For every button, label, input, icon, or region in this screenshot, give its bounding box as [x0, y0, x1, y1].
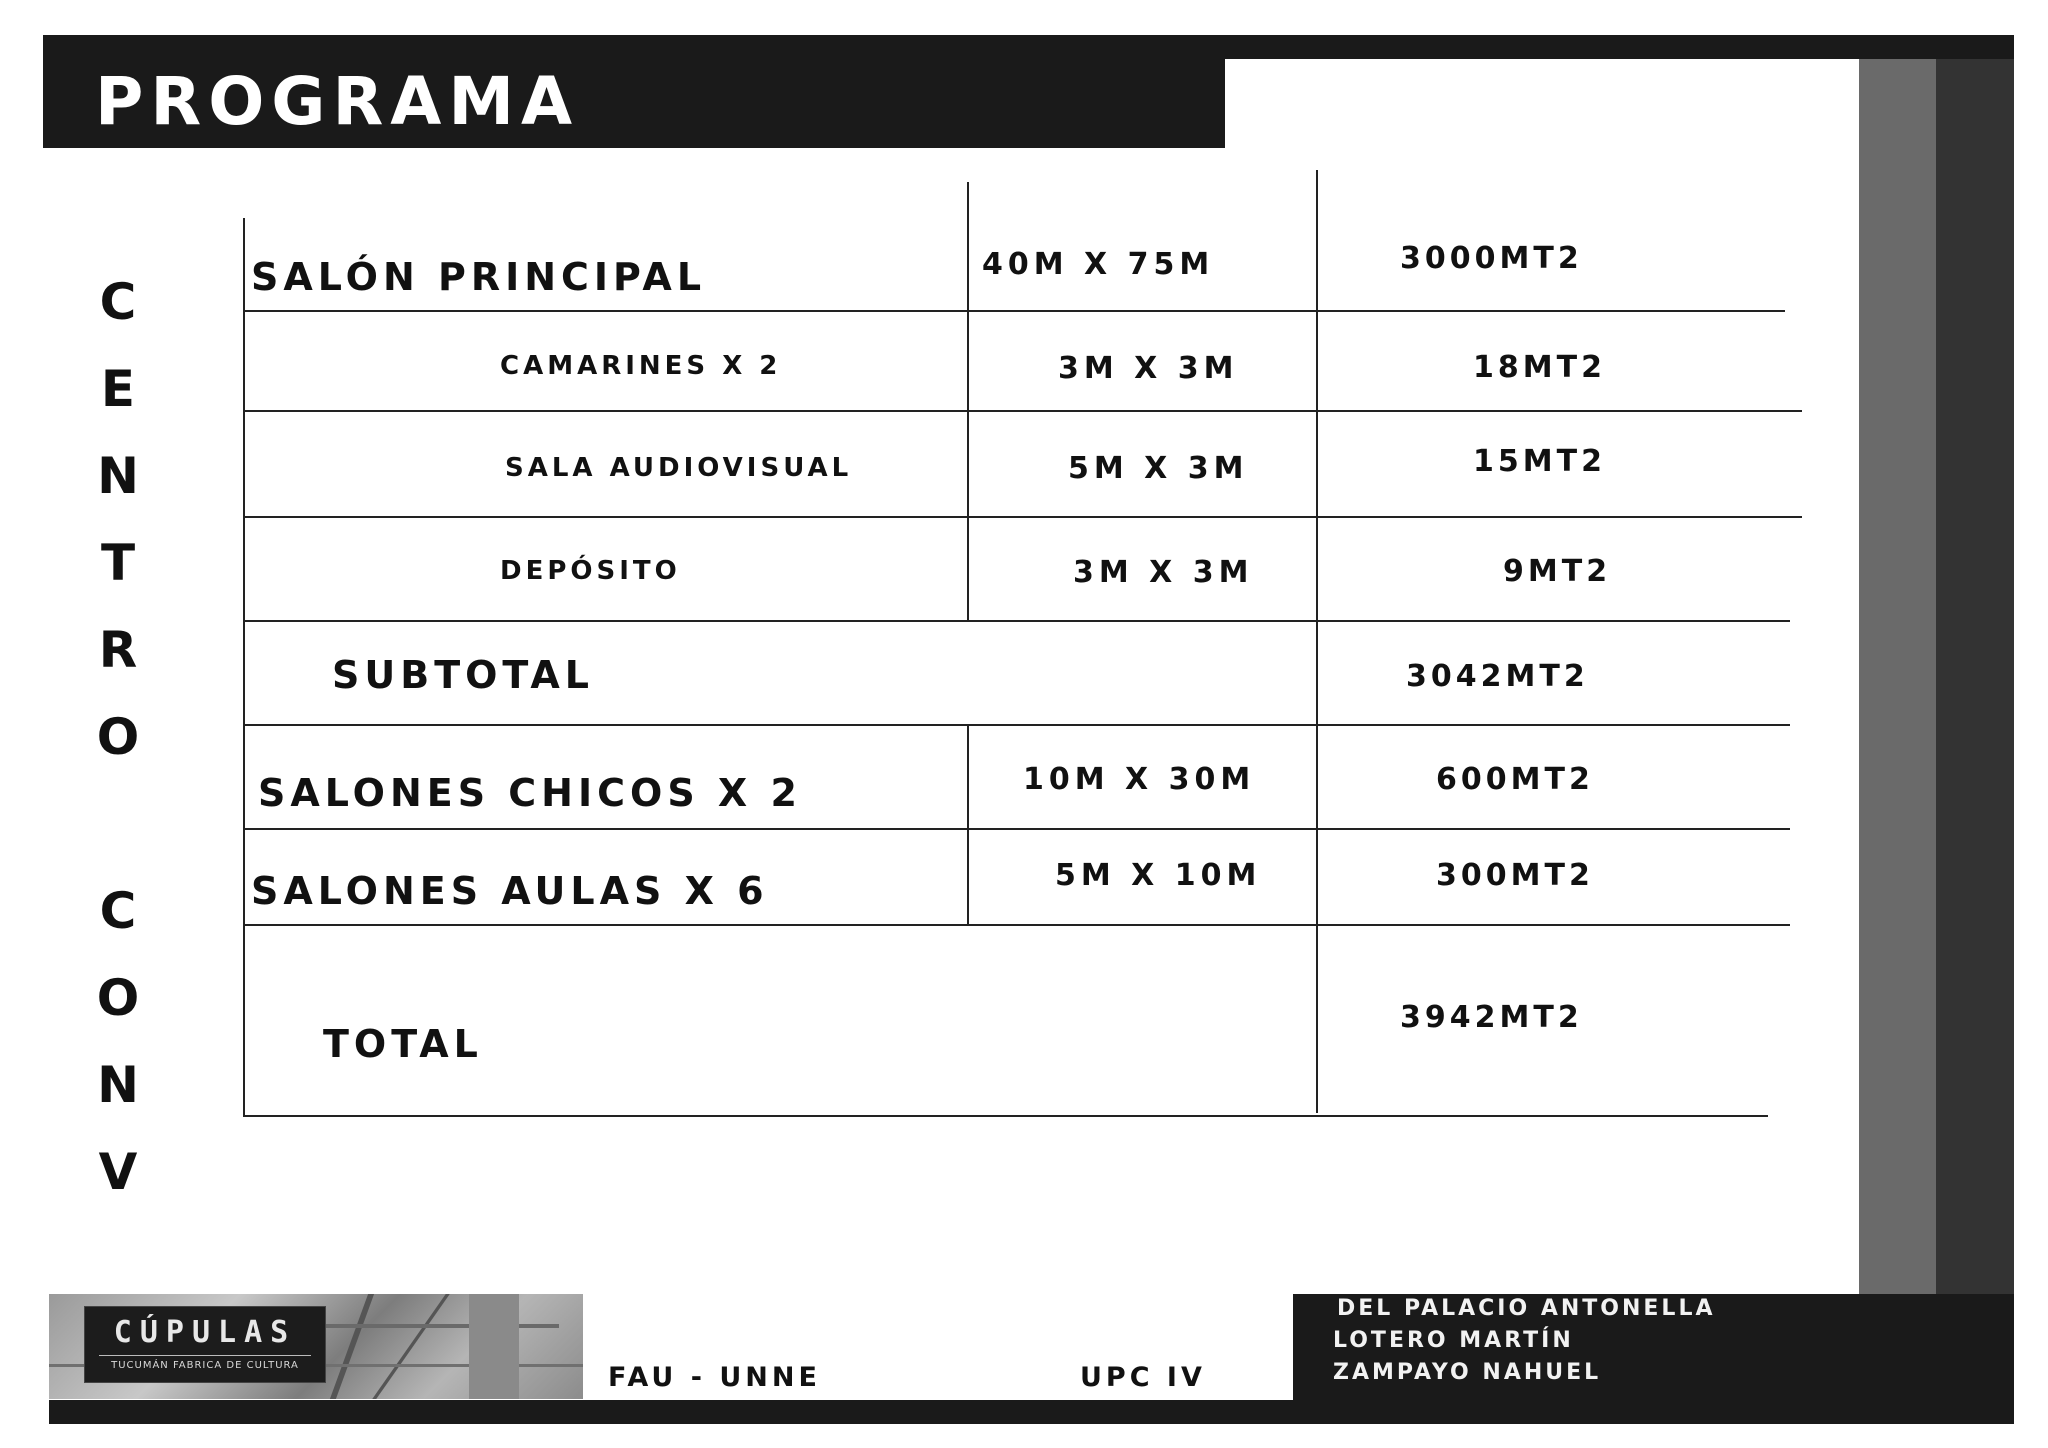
author-name: ZAMPAYO NAHUEL	[1333, 1360, 1602, 1385]
table-rule	[244, 1115, 1768, 1117]
table-rule	[244, 310, 1785, 312]
table-cell-subtotal-label: SUBTOTAL	[332, 653, 595, 697]
table-cell-space: CAMARINES X 2	[500, 351, 782, 381]
logo-divider	[99, 1355, 311, 1356]
course-label: UPC IV	[1080, 1362, 1206, 1393]
table-rule	[243, 218, 245, 1117]
table-rule	[967, 182, 969, 622]
table-cell-area: 18MT2	[1473, 350, 1606, 385]
table-cell-area: 300MT2	[1436, 858, 1594, 893]
vertical-letter: T	[100, 534, 136, 592]
table-cell-area: 3000MT2	[1400, 241, 1583, 276]
vertical-letter: V	[98, 1143, 138, 1201]
vertical-letter: O	[96, 969, 140, 1027]
table-cell-area: 9MT2	[1503, 554, 1612, 589]
author-name: LOTERO MARTÍN	[1333, 1328, 1574, 1353]
vertical-letter: N	[97, 447, 139, 505]
side-stripe-gray	[1859, 59, 1936, 1300]
table-rule	[244, 828, 1790, 830]
table-rule	[244, 724, 1790, 726]
table-cell-area: 600MT2	[1436, 762, 1594, 797]
table-cell-subtotal-area: 3042MT2	[1406, 659, 1589, 694]
table-cell-space: SALONES AULAS X 6	[251, 869, 769, 913]
table-cell-total-area: 3942MT2	[1400, 1000, 1583, 1035]
institution-label: FAU - UNNE	[608, 1362, 821, 1393]
table-cell-area: 15MT2	[1473, 444, 1606, 479]
logo-subtitle: TUCUMÁN FABRICA DE CULTURA	[111, 1360, 299, 1371]
logo-title: CÚPULAS	[113, 1315, 297, 1350]
table-cell-dimensions: 3M X 3M	[1073, 555, 1254, 590]
side-stripe-dark	[1936, 59, 2014, 1300]
page-title: PROGRAMA	[95, 63, 580, 140]
table-cell-dimensions: 5M X 3M	[1068, 451, 1249, 486]
table-rule	[967, 724, 969, 925]
table-cell-dimensions: 40M X 75M	[982, 247, 1215, 282]
cupulas-logo	[84, 1306, 326, 1383]
table-cell-space: DEPÓSITO	[500, 556, 681, 586]
vertical-letter: O	[96, 708, 140, 766]
table-rule	[244, 516, 1802, 518]
table-cell-dimensions: 3M X 3M	[1058, 351, 1239, 386]
table-cell-space: SALÓN PRINCIPAL	[251, 255, 707, 299]
vertical-letter: C	[99, 273, 137, 331]
table-rule	[1316, 170, 1318, 1113]
vertical-letter: R	[98, 621, 138, 679]
table-rule	[244, 924, 1790, 926]
table-cell-space: SALA AUDIOVISUAL	[505, 453, 853, 483]
table-cell-dimensions: 10M X 30M	[1023, 762, 1256, 797]
table-cell-dimensions: 5M X 10M	[1055, 858, 1262, 893]
table-cell-total-label: TOTAL	[323, 1022, 483, 1066]
top-border-line	[1225, 35, 2014, 59]
vertical-letter: C	[99, 882, 137, 940]
table-rule	[244, 410, 1802, 412]
vertical-letter: N	[97, 1056, 139, 1114]
bottom-border-bar	[49, 1400, 2014, 1424]
table-cell-space: SALONES CHICOS X 2	[258, 771, 802, 815]
author-name: DEL PALACIO ANTONELLA	[1337, 1296, 1716, 1321]
vertical-letter: E	[100, 360, 136, 418]
table-rule	[244, 620, 1790, 622]
